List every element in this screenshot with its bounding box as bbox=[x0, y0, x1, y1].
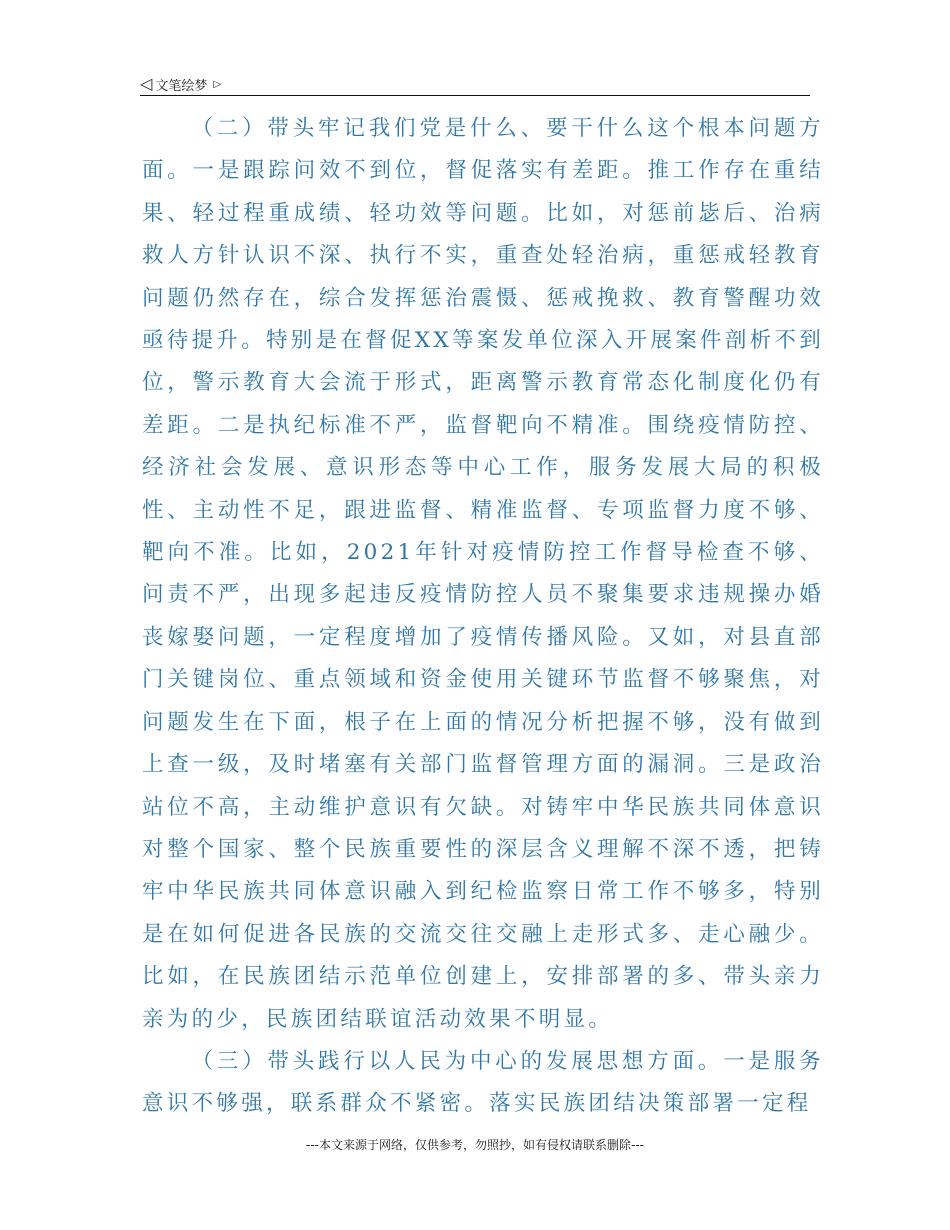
header-divider bbox=[140, 95, 810, 96]
right-triangle-icon: ▷ bbox=[213, 78, 222, 90]
header-title: 文笔绘梦 bbox=[155, 78, 208, 94]
paragraph-section-two: （二）带头牢记我们党是什么、要干什么这个根本问题方面。一是跟踪问效不到位，督促落实有差距。推工作存在重结果、轻过程重成绩、轻功效等问题。比如，对惩前毖后、治病救人方针认识不深、执行不实，重查处轻治病，重惩戒轻教育问题仍然存在，综合发挥惩治震慑、惩戒挽救、教育警醒功效亟待提升。特别是在督促XX等案发单位深入开展案件剖析不到位，警示教育大会流于形式，距离警示教育常态化制度化仍有差距。二是执纪标准不严，监督靶向不精准。围绕疫情防控、经济社会发展、意识形态等中心工作，服务发展大局的积极性、主动性不足，跟进监督、精准监督、专项监督力度不够、靶向不准。比如，2021年针对疫情防控工作督导检查不够、问责不严，出现多起违反疫情防控人员不聚集要求违规操办婚丧嫁娶问题，一定程度增加了疫情传播风险。又如，对县直部门关键岗位、重点领域和资金使用关键环节监督不够聚焦，对问题发生在下面，根子在上面的情况分析把握不够，没有做到上查一级，及时堵塞有关部门监督管理方面的漏洞。三是政治站位不高，主动维护意识有欠缺。对铸牢中华民族共同体意识对整个国家、整个民族重要性的深层含义理解不深不透，把铸牢中华民族共同体意识融入到纪检监察日常工作不够多，特别是在如何促进各民族的交流交往交融上走形式多、走心融少。比如，在民族团结示范单位创建上，安排部署的多、带头亲力亲为的少，民族团结联谊活动效果不明显。 bbox=[142, 116, 825, 1032]
document-footer-disclaimer: ---本文来源于网络，仅供参考，勿照抄，如有侵权请联系删除--- bbox=[306, 1138, 644, 1152]
document-body bbox=[142, 108, 824, 1126]
left-triangle-icon: ◁ bbox=[140, 74, 153, 93]
paragraph-section-three: （三）带头践行以人民为中心的发展思想方面。一是服务意识不够强，联系群众不紧密。落实民族团结决策部署一定程 bbox=[142, 1048, 824, 1117]
document-header bbox=[140, 72, 810, 96]
